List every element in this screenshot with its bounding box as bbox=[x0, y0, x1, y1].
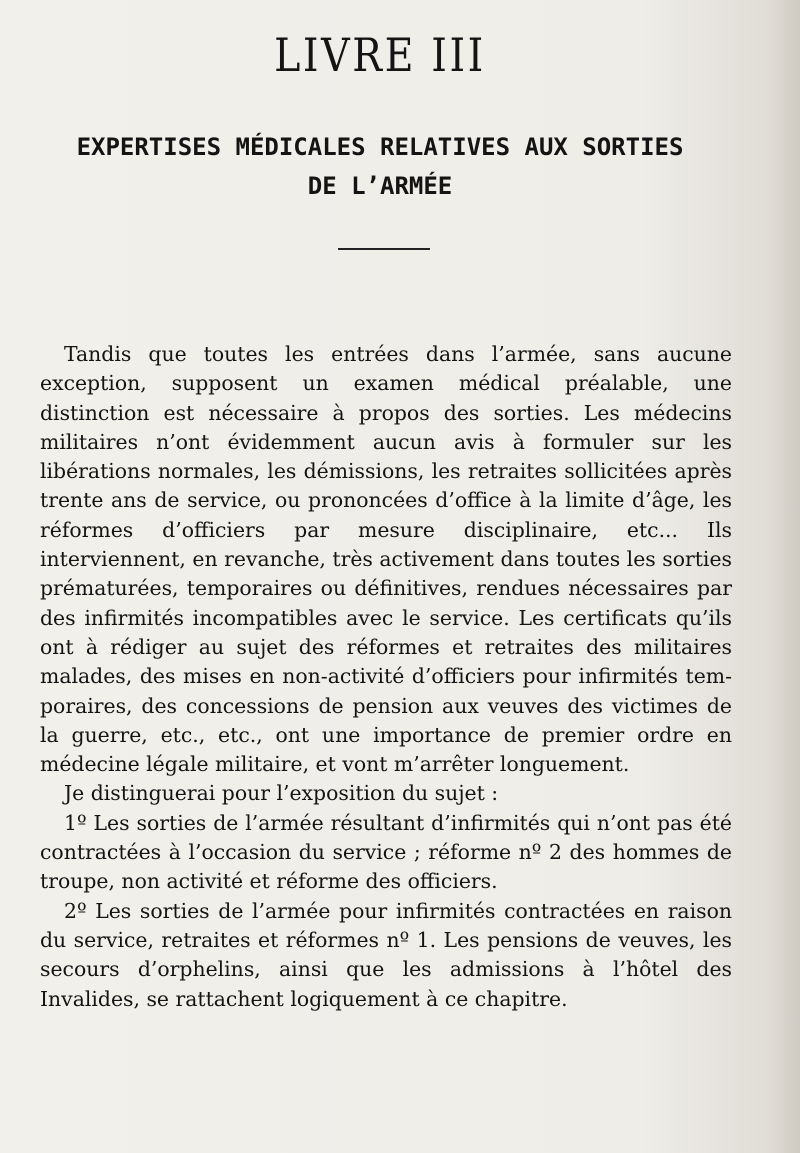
paragraph-item-2: 2º Les sorties de l’armée pour infirmités contractées en raison du service, retraites et réformes nº 1. Les pensions de veuves, les secours d’orphelins, ainsi que les admissions à l’hôtel des Invalides, se rattachent logiquement à ce chapitre. bbox=[40, 898, 732, 1011]
paragraph-intro: Tandis que toutes les entrées dans l’armée, sans aucune exception, supposent un examen médical préalable, une distinction est nécessaire à propos des sorties. Les médecins militaires n’ont évidemment aucun avis à formuler sur les libérations normales, les démissions, les retraites sollicitées après trente ans de service, ou prononcées d’office à la limite d’âge, les réformes d’officiers par mesure disciplinaire, etc... Ils interviennent, en revanche, très activement dans toutes les sorties prématurées, temporaires ou définitives, rendues nécessaires par des infirmités incompatibles avec le service. Les certificats qu’ils ont à rédiger au sujet des réformes et retraites des militaires malades, des mises en non-activité d’officiers pour infirmités temporaires, des concessions de pension aux veuves des victimes de la guerre, etc., etc., ont une importance de premier ordre en médecine légale militaire, et vont m’arrêter longuement. bbox=[40, 342, 732, 777]
body-text bbox=[40, 340, 732, 1014]
chapter-title-line-1: EXPERTISES MÉDICALES RELATIVES AUX SORTIES bbox=[76, 133, 684, 161]
paragraph-item-1: 1º Les sorties de l’armée résultant d’infirmités qui n’ont pas été contractées à l’occasion du service ; réforme nº 2 des hommes de troupe, non activité et réforme des officiers. bbox=[40, 810, 732, 894]
book-part-title: LIVRE III bbox=[274, 28, 486, 82]
paragraph-outline: Je distinguerai pour l’exposition du sujet : bbox=[64, 781, 499, 806]
chapter-title-line-2: DE L’ARMÉE bbox=[307, 172, 453, 200]
chapter-title bbox=[20, 128, 740, 206]
separator-rule bbox=[338, 248, 430, 250]
